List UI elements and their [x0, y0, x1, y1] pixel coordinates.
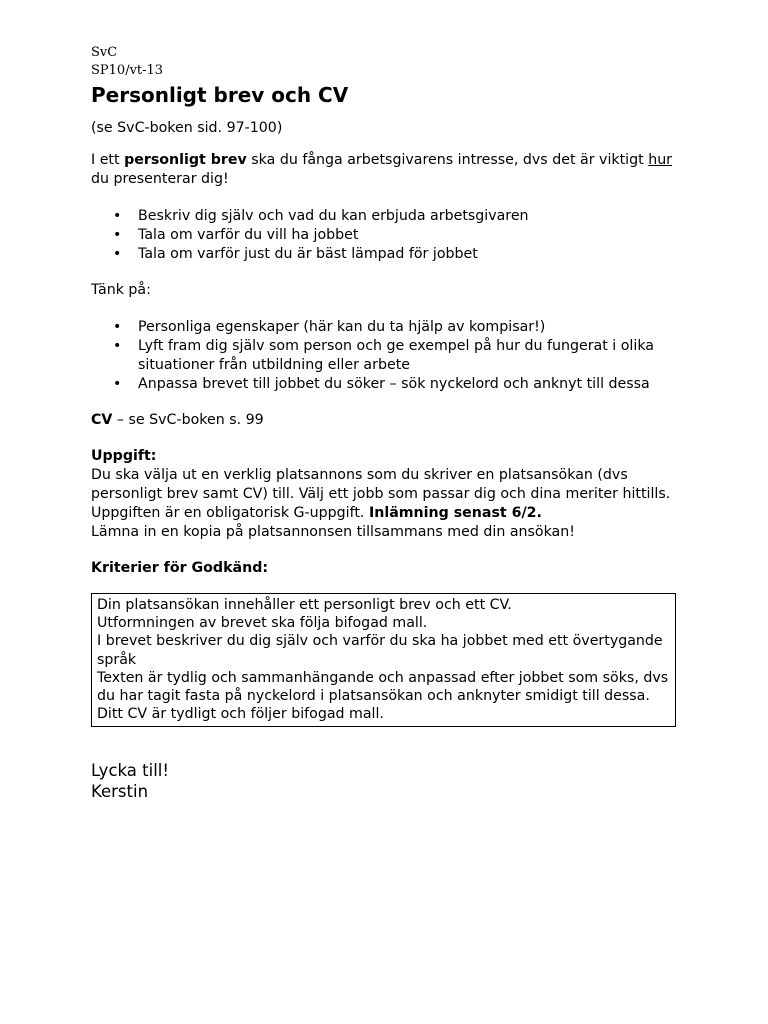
closing-greeting: Lycka till!	[91, 761, 169, 781]
document-title: Personligt brev och CV	[91, 83, 349, 107]
criteria-heading	[91, 559, 681, 578]
criteria-item: Utformningen av brevet ska följa bifogad mall.	[97, 615, 428, 632]
criteria-heading-text: Kriterier för Godkänd:	[91, 560, 269, 576]
intro-text-2: ska du fånga arbetsgivarens intresse, dvs det är viktigt	[246, 152, 649, 168]
letter-goals-list	[91, 207, 681, 264]
cv-reference: – se SvC-boken s. 99	[112, 412, 264, 428]
criteria-item: Texten är tydlig och sammanhängande och anpassad efter jobbet som söks, dvs du har tagit fasta på nyckelord i platsansökan och anknyter smidigt till dessa.	[97, 669, 669, 705]
intro-paragraph	[91, 151, 681, 189]
criteria-item: I brevet beskriver du dig själv och varför du ska ha jobbet med ett övertygande språk	[97, 633, 663, 668]
list-item: • Tala om varför just du är bäst lämpad för jobbet	[91, 245, 681, 264]
course-term-line: SP10/vt-13	[91, 63, 164, 78]
task-section	[91, 447, 681, 542]
intro-text-1: I ett	[91, 152, 125, 168]
cv-label: CV	[91, 412, 113, 428]
task-heading-text: Uppgift:	[91, 448, 157, 464]
think-heading: Tänk på:	[91, 282, 151, 298]
list-item: • Lyft fram dig själv som person och ge exempel på hur du fungerat i olika situationer från utbildning eller arbete	[91, 337, 681, 375]
criteria-item: Din platsansökan innehåller ett personligt brev och ett CV.	[97, 597, 512, 613]
course-code-line: SvC	[91, 45, 118, 60]
task-text: Du ska välja ut en verklig platsannons som du skriver en platsansökan (dvs personligt brev samt CV) till. Välj ett jobb som passar dig och dina meriter hittills. Uppgiften är en obligatorisk G-uppgift.	[91, 467, 671, 521]
task-deadline: Inlämning senast 6/2.	[368, 505, 542, 521]
task-heading	[91, 447, 681, 466]
intro-text-3: du presenterar dig!	[91, 171, 229, 187]
closing	[91, 760, 681, 802]
closing-signature: Kerstin	[91, 782, 149, 802]
list-item: • Anpassa brevet till jobbet du söker – sök nyckelord och anknyt till dessa	[91, 375, 681, 394]
document-page	[91, 44, 681, 802]
tips-list	[91, 318, 681, 394]
intro-underlined-word: hur	[648, 152, 673, 168]
task-description	[91, 466, 681, 523]
list-item: • Tala om varför du vill ha jobbet	[91, 226, 681, 245]
task-note: Lämna in en kopia på platsannonsen tillsammans med din ansökan!	[91, 524, 575, 540]
cv-line	[91, 411, 681, 430]
criteria-box	[91, 593, 676, 727]
criteria-item: Ditt CV är tydligt och följer bifogad mall.	[97, 706, 384, 723]
intro-bold-term: personligt brev	[124, 152, 247, 168]
list-item: • Personliga egenskaper (här kan du ta hjälp av kompisar!)	[91, 318, 681, 337]
book-reference: (se SvC-boken sid. 97-100)	[91, 120, 283, 136]
list-item: • Beskriv dig själv och vad du kan erbjuda arbetsgivaren	[91, 207, 681, 226]
